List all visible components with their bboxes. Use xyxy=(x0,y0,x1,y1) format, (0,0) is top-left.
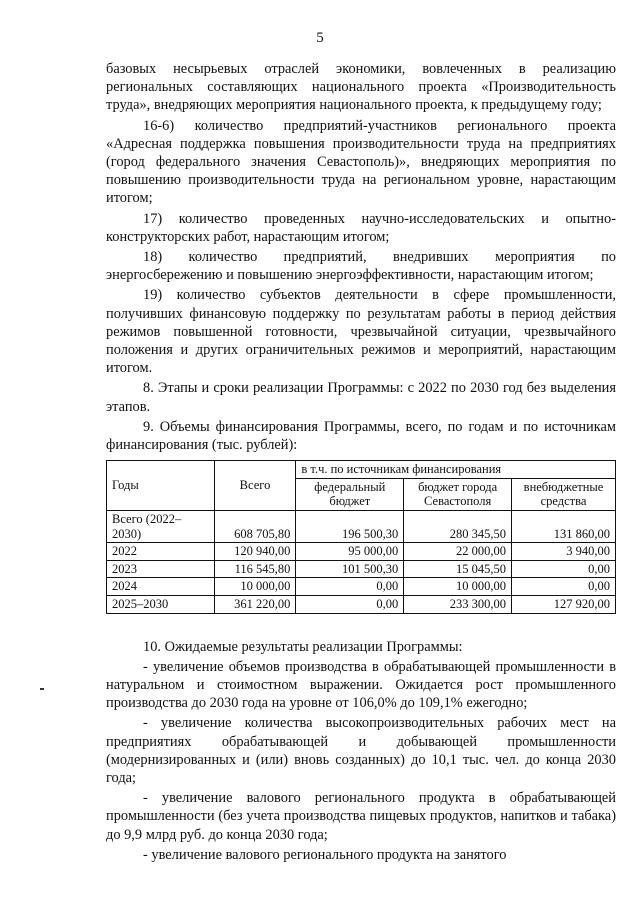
paragraph: 8. Этапы и сроки реализации Программы: с 2022 по 2030 год без выделения этапов. xyxy=(106,380,616,415)
cell-total: 608 705,80 xyxy=(214,511,296,543)
cell-extra: 127 920,00 xyxy=(512,596,616,614)
cell-total: 120 940,00 xyxy=(214,543,296,561)
table-row xyxy=(107,596,616,614)
header-federal: федеральный бюджет xyxy=(296,478,404,510)
paragraph: 16-6) количество предприятий-участников регионального проекта «Адресная поддержка повышения производительности труда на предприятиях (город федерального значения Севастополь)», внедряющих мероприятия по повышению производительности труда на региональном уровне, нарастающим итогом; xyxy=(106,117,616,207)
cell-year: Всего (2022–2030) xyxy=(107,511,215,543)
cell-city: 22 000,00 xyxy=(404,543,512,561)
cell-total: 361 220,00 xyxy=(214,596,296,614)
cell-federal: 0,00 xyxy=(296,596,404,614)
margin-mark xyxy=(40,688,44,690)
header-group: в т.ч. по источникам финансирования xyxy=(296,461,616,479)
cell-total: 10 000,00 xyxy=(214,578,296,596)
page-number: 5 xyxy=(316,30,324,46)
cell-year: 2025–2030 xyxy=(107,596,215,614)
cell-city: 280 345,50 xyxy=(404,511,512,543)
paragraph: 17) количество проведенных научно-исследовательских и опытно-конструкторских работ, нарастающим итогом; xyxy=(106,210,616,245)
paragraph: - увеличение валового регионального продукта в обрабатывающей промышленности (без учета производства пищевых продуктов, напитков и табака) до 9,9 млрд руб. до конца 2030 года; xyxy=(106,790,616,843)
cell-extra: 3 940,00 xyxy=(512,543,616,561)
cell-federal: 0,00 xyxy=(296,578,404,596)
paragraph: - увеличение объемов производства в обрабатывающей промышленности в натуральном и стоимостном выражении. Ожидается рост промышленного производства до 2030 года на уровне от 106,0% до 109,1% ежегодно; xyxy=(106,658,616,712)
cell-city: 233 300,00 xyxy=(404,596,512,614)
cell-federal: 101 500,30 xyxy=(296,560,404,578)
header-city: бюджет города Севастополя xyxy=(404,478,512,510)
paragraph: 10. Ожидаемые результаты реализации Программы: xyxy=(143,638,463,655)
paragraph: базовых несырьевых отраслей экономики, вовлеченных в реализацию региональных составляющих национального проекта «Производительность труда», внедряющих мероприятия национального проекта, к предыдущему году; xyxy=(106,61,616,114)
document-body xyxy=(106,60,616,866)
financing-table xyxy=(106,460,616,613)
cell-city: 15 045,50 xyxy=(404,560,512,578)
paragraph: - увеличение валового регионального продукта на занятого xyxy=(143,846,507,863)
table-row xyxy=(107,543,616,561)
header-extra: внебюджетные средства xyxy=(512,478,616,510)
cell-year: 2024 xyxy=(107,578,215,596)
paragraph: 19) количество субъектов деятельности в сфере промышленности, получивших финансовую поддержку по результатам работы в период действия режимов повышенной готовности, чрезвычайной ситуации, чрезвычайного положения и других ограничительных режимов и мероприятий, нарастающим итогом. xyxy=(106,287,616,377)
table-row xyxy=(107,560,616,578)
paragraph: 18) количество предприятий, внедривших мероприятия по энергосбережению и повышению энергоэффективности, нарастающим итогом; xyxy=(106,249,616,284)
cell-extra: 0,00 xyxy=(512,578,616,596)
cell-city: 10 000,00 xyxy=(404,578,512,596)
table-row xyxy=(107,578,616,596)
header-total: Всего xyxy=(214,461,296,511)
cell-federal: 196 500,30 xyxy=(296,511,404,543)
header-years: Годы xyxy=(107,461,215,511)
paragraph: 9. Объемы финансирования Программы, всего, по годам и по источникам финансирования (тыс. рублей): xyxy=(106,418,616,454)
table-row xyxy=(107,511,616,543)
cell-extra: 0,00 xyxy=(512,560,616,578)
cell-year: 2022 xyxy=(107,543,215,561)
cell-year: 2023 xyxy=(107,560,215,578)
cell-total: 116 545,80 xyxy=(214,560,296,578)
cell-federal: 95 000,00 xyxy=(296,543,404,561)
cell-extra: 131 860,00 xyxy=(512,511,616,543)
paragraph: - увеличение количества высокопроизводительных рабочих мест на предприятиях обрабатывающей и добывающей промышленности (модернизированных и (или) вновь созданных) до 10,1 тыс. чел. до конца 2030 года; xyxy=(106,715,616,787)
